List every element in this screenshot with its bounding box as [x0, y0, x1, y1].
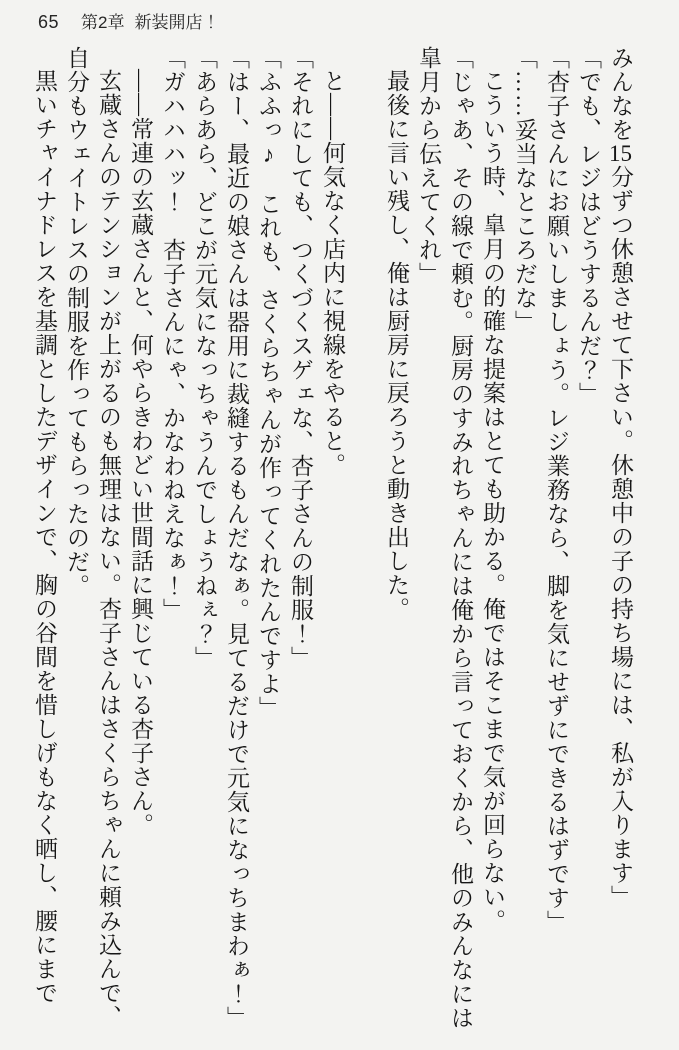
paragraph: 玄蔵さんのテンションが上がるのも無理はない。杏子さんはさくらちゃんに頼み込んで、自分もウェイトレスの制服を作ってもらったのだ。: [64, 46, 121, 1029]
paragraph: 「……妥当なところだな」: [512, 46, 537, 334]
chapter-label: 第2章: [81, 13, 125, 32]
paragraph: 黒いチャイナドレスを基調としたデザインで、胸の谷間を惜しげもなく晒し、腰にまで: [32, 69, 57, 1005]
paragraph: 「ふふっ♪ これも、さくらちゃんが作ってくれたんですよ」: [256, 46, 281, 720]
running-head: [38, 8, 220, 33]
paragraph: 「でも、レジはどうするんだ？」: [576, 46, 601, 406]
paragraph: 「あらあら、どこが元気になっちゃうんでしょうねぇ？」: [192, 46, 217, 670]
paragraph: 「それにしても、つくづくスゲェな、杏子さんの制服！」: [288, 46, 313, 670]
paragraph: ――常連の玄蔵さんと、何やらきわどい世間話に興じている杏子さん。: [128, 69, 153, 837]
paragraph: 「はー、最近の娘さんは器用に裁縫するもんだなぁ。見てるだけで元気になっちまわぁ！」: [224, 46, 249, 1030]
page-number: 65: [38, 12, 60, 32]
tate-chu-yoko-number: 15: [609, 142, 632, 165]
chapter-title: 新装開店！: [134, 13, 220, 32]
paragraph: 「ガハハハッ！ 杏子さんにゃ、かなわねえなぁ！」: [160, 46, 185, 622]
paragraph: こういう時、皐月の的確な提案はとても助かる。俺ではそこまで気が回らない。: [480, 69, 505, 933]
paragraph: 「杏子さんにお願いしましょう。レジ業務なら、脚を気にせずにできるはずです」: [544, 46, 569, 934]
paragraph: 最後に言い残し、俺は厨房に戻ろうと動き出した。: [384, 69, 409, 621]
paragraph: みんなを15分ずつ休憩させて下さい。休憩中の子の持ち場には、私が入ります」: [608, 46, 633, 909]
vertical-text-block: [28, 46, 636, 1044]
paragraph: と――何気なく店内に視線をやると。: [320, 69, 345, 477]
paragraph: 「じゃあ、その線で頼む。厨房のすみれちゃんには俺から言っておくから、他のみんなには皐月から伝えてくれ」: [416, 46, 473, 1030]
